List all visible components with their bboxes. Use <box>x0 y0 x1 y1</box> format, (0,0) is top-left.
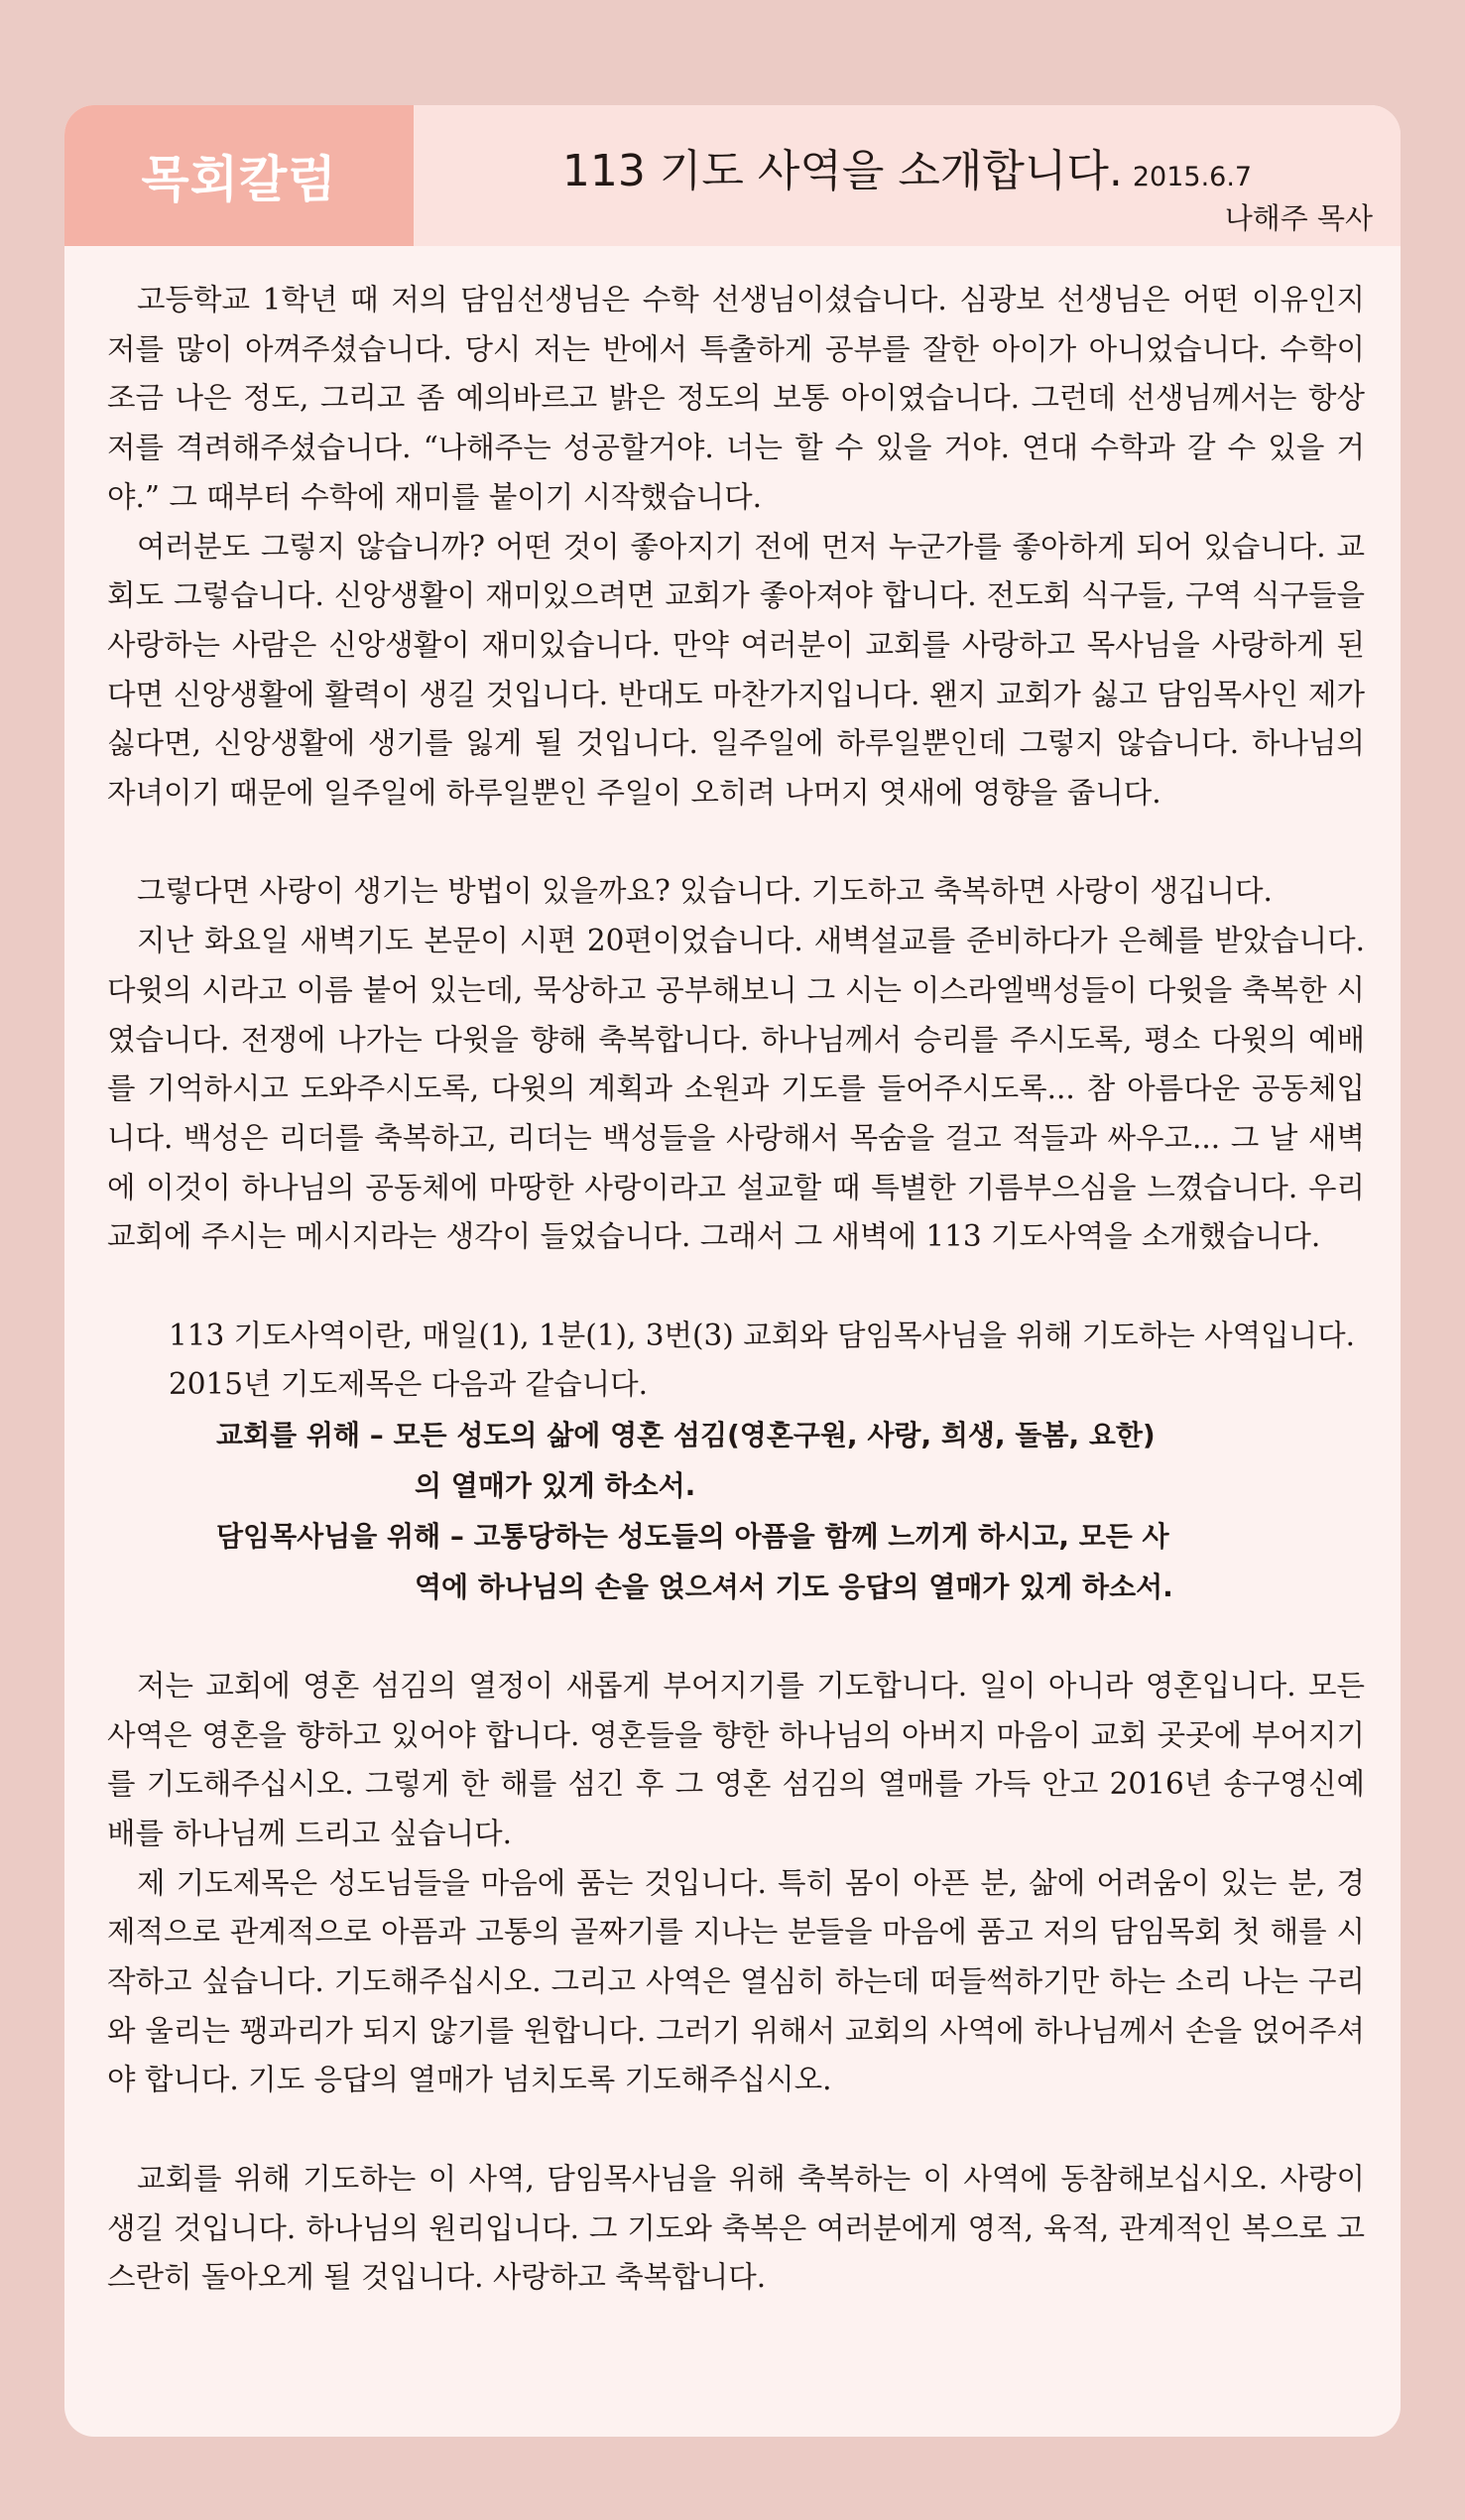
paragraph-gap <box>107 2105 1365 2155</box>
column-header <box>64 105 1401 246</box>
ministry-intro <box>107 1312 1365 1410</box>
paragraph-1: 고등학교 1학년 때 저의 담임선생님은 수학 선생님이셨습니다. 심광보 선생님은 어떤 이유인지 저를 많이 아껴주셨습니다. 당시 저는 반에서 특출하게 공부를 잘한 아이가 아니었습니다. 수학이 조금 나은 정도, 그리고 좀 예의바르고 밝은 정도의 보통 아이였습니다. 그런데 선생님께서는 항상 저를 격려해주셨습니다. “나해주는 성공할거야. 너는 할 수 있을 거야. 연대 수학과 갈 수 있을 거야.” 그 때부터 수학에 재미를 붙이기 시작했습니다. <box>107 283 1365 514</box>
prayer-topic-church-cont: 의 열매가 있게 하소서. <box>415 1469 696 1503</box>
column-body <box>107 276 1365 2303</box>
column-title: 113 기도 사역을 소개합니다. <box>561 146 1123 196</box>
column-author: 나해주 목사 <box>1224 201 1373 235</box>
section-label-box <box>64 105 414 246</box>
paragraph-6: 2015년 기도제목은 다음과 같습니다. <box>169 1367 649 1402</box>
paragraph-5: 113 기도사역이란, 매일(1), 1분(1), 3번(3) 교회와 담임목사님을 위해 기도하는 사역입니다. <box>169 1318 1356 1352</box>
paragraph-gap <box>107 1262 1365 1312</box>
prayer-topic-pastor-cont: 역에 하나님의 손을 얹으셔서 기도 응답의 열매가 있게 하소서. <box>415 1571 1173 1604</box>
prayer-topic-pastor: 담임목사님을 위해 – 고통당하는 성도들의 아픔을 함께 느끼게 하시고, 모든 사 <box>216 1520 1169 1554</box>
paragraph-4: 지난 화요일 새벽기도 본문이 시편 20편이었습니다. 새벽설교를 준비하다가 은혜를 받았습니다. 다윗의 시라고 이름 붙어 있는데, 묵상하고 공부해보니 그 시는 이스라엘백성들이 다윗을 축복한 시였습니다. 전쟁에 나가는 다윗을 향해 축복합니다. 하나님께서 승리를 주시도록, 평소 다윗의 예배를 기억하시고 도와주시도록, 다윗의 계획과 소원과 기도를 들어주시도록... 참 아름다운 공동체입니다. 백성은 리더를 축복하고, 리더는 백성들을 사랑해서 목숨을 걸고 적들과 싸우고... 그 날 새벽에 이것이 하나님의 공동체에 마땅한 사랑이라고 설교할 때 특별한 기름부으심을 느꼈습니다. 우리교회에 주시는 메시지라는 생각이 들었습니다. 그래서 그 새벽에 113 기도사역을 소개했습니다. <box>107 924 1365 1254</box>
paragraph-2: 여러분도 그렇지 않습니까? 어떤 것이 좋아지기 전에 먼저 누군가를 좋아하게 되어 있습니다. 교회도 그렇습니다. 신앙생활이 재미있으려면 교회가 좋아져야 합니다. 전도회 식구들, 구역 식구들을 사랑하는 사람은 신앙생활이 재미있습니다. 만약 여러분이 교회를 사랑하고 목사님을 사랑하게 된다면 신앙생활에 활력이 생길 것입니다. 반대도 마찬가지입니다. 왠지 교회가 싫고 담임목사인 제가 싫다면, 신앙생활에 생기를 잃게 될 것입니다. 일주일에 하루일뿐인데 그렇지 않습니다. 하나님의 자녀이기 때문에 일주일에 하루일뿐인 주일이 오히려 나머지 엿새에 영향을 줍니다. <box>107 529 1365 811</box>
paragraph-9: 교회를 위해 기도하는 이 사역, 담임목사님을 위해 축복하는 이 사역에 동참해보십시오. 사랑이 생길 것입니다. 하나님의 원리입니다. 그 기도와 축복은 여러분에게 영적, 육적, 관계적인 복으로 고스란히 돌아오게 될 것입니다. 사랑하고 축복합니다. <box>107 2161 1365 2295</box>
paragraph-gap <box>107 1612 1365 1662</box>
prayer-topic-church: 교회를 위해 – 모든 성도의 삶에 영혼 섬김(영혼구원, 사랑, 희생, 돌봄, 요한) <box>216 1419 1156 1452</box>
column-card <box>64 105 1401 2437</box>
paragraph-gap <box>107 819 1365 868</box>
paragraph-3: 그렇다면 사랑이 생기는 방법이 있을까요? 있습니다. 기도하고 축복하면 사랑이 생깁니다. <box>137 874 1273 909</box>
section-label: 목회칼럼 <box>141 151 337 208</box>
paragraph-7: 저는 교회에 영혼 섬김의 열정이 새롭게 부어지기를 기도합니다. 일이 아니라 영혼입니다. 모든 사역은 영혼을 향하고 있어야 합니다. 영혼들을 향한 하나님의 아버지 마음이 교회 곳곳에 부어지기를 기도해주십시오. 그렇게 한 해를 섬긴 후 그 영혼 섬김의 열매를 가득 안고 2016년 송구영신예배를 하나님께 드리고 싶습니다. <box>107 1668 1365 1850</box>
paragraph-8: 제 기도제목은 성도님들을 마음에 품는 것입니다. 특히 몸이 아픈 분, 삶에 어려움이 있는 분, 경제적으로 관계적으로 아픔과 고통의 골짜기를 지나는 분들을 마음에 품고 저의 담임목회 첫 해를 시작하고 싶습니다. 기도해주십시오. 그리고 사역은 열심히 하는데 떠들썩하기만 하는 소리 나는 구리와 울리는 꽹과리가 되지 않기를 원합니다. 그러기 위해서 교회의 사역에 하나님께서 손을 얹어주셔야 합니다. 기도 응답의 열매가 넘치도록 기도해주십시오. <box>107 1865 1365 2097</box>
column-title-line <box>414 135 1401 198</box>
prayer-topics <box>216 1410 1258 1612</box>
column-date: 2015.6.7 <box>1132 162 1253 192</box>
